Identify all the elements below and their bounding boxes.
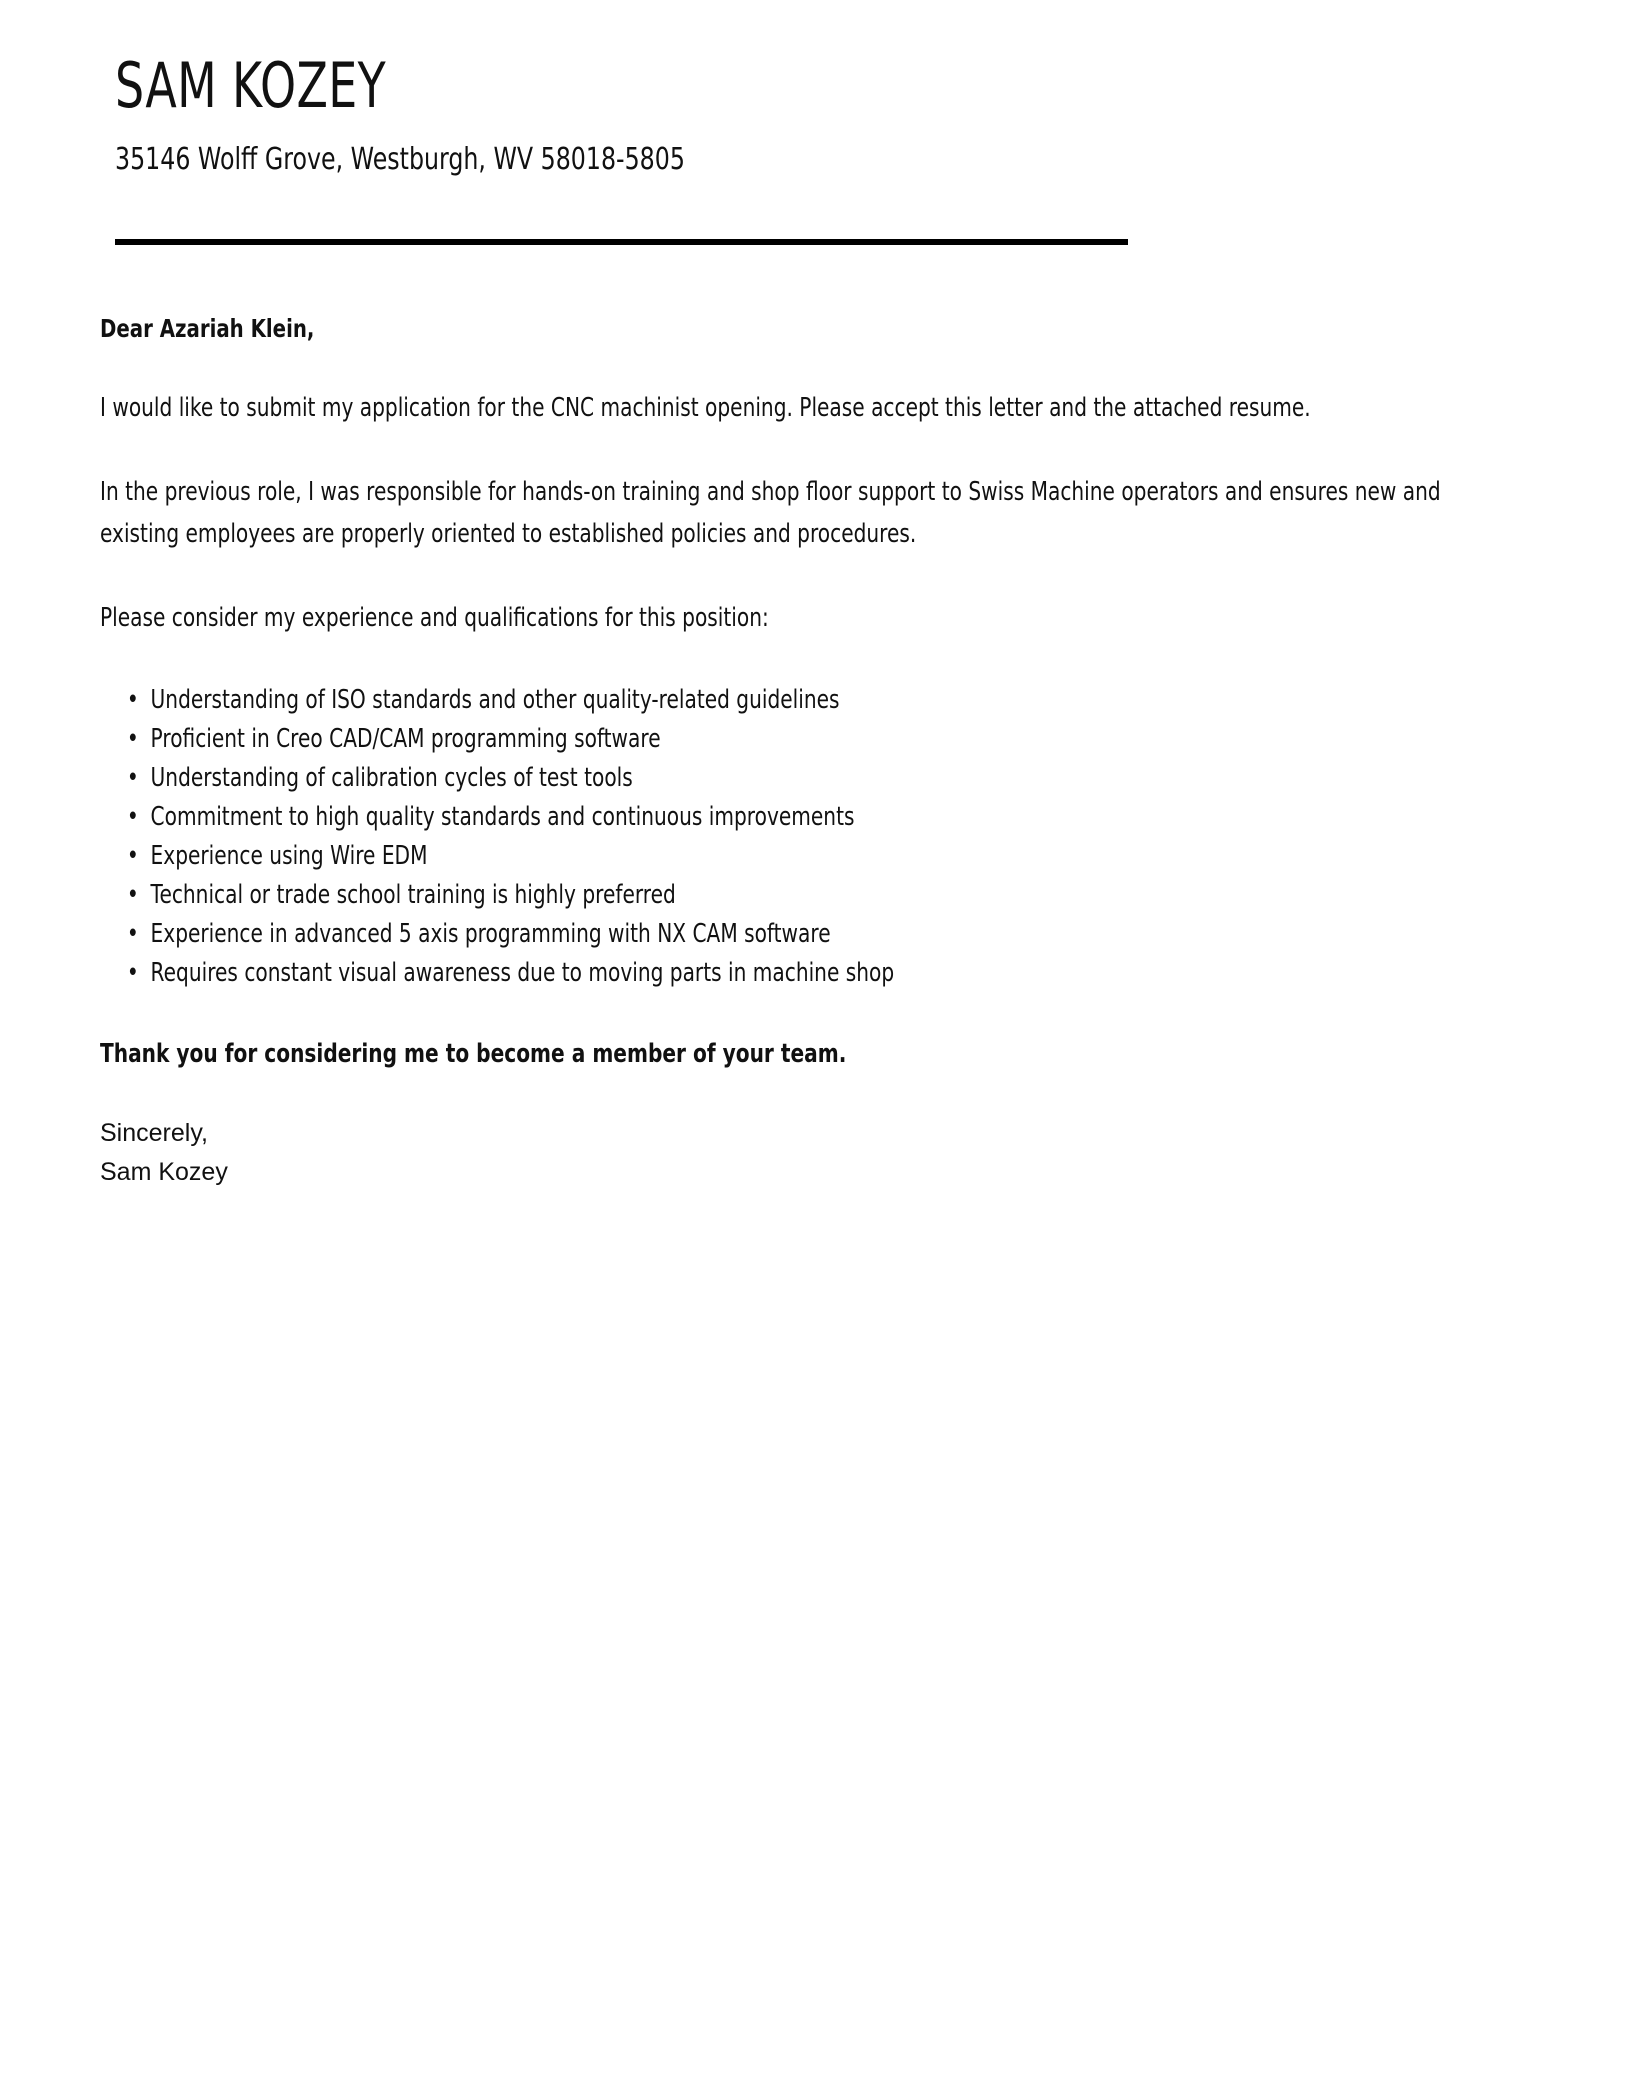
paragraph-intro: I would like to submit my application for the CNC machinist opening. Please accept this letter and the attached resume. (100, 393, 1311, 423)
bullet-icon: • (126, 841, 139, 871)
list-item-label: Technical or trade school training is highly preferred (150, 880, 676, 910)
bullet-icon: • (126, 958, 139, 988)
applicant-address: 35146 Wolff Grove, Westburgh, WV 58018-5805 (115, 142, 685, 177)
list-item (100, 876, 1514, 914)
list-item (100, 720, 1514, 758)
paragraph-qualifications-lead-in: Please consider my experience and qualifications for this position: (100, 603, 769, 633)
list-item-label: Proficient in Creo CAD/CAM programming software (150, 724, 661, 754)
letterhead (115, 49, 1515, 177)
list-item-label: Commitment to high quality standards and continuous improvements (150, 802, 855, 832)
signature-block (100, 1114, 1520, 1192)
list-item (100, 759, 1514, 797)
list-item-label: Experience in advanced 5 axis programming with NX CAM software (150, 919, 831, 949)
bullet-icon: • (126, 880, 139, 910)
bullet-icon: • (126, 802, 139, 832)
salutation: Dear Azariah Klein, (100, 314, 315, 343)
closing-statement: Thank you for considering me to become a member of your team. (100, 1039, 847, 1069)
bullet-icon: • (126, 724, 139, 754)
header-divider (115, 239, 1128, 245)
bullet-icon: • (126, 685, 139, 715)
sign-off: Sincerely, (100, 1118, 208, 1147)
list-item-label: Understanding of ISO standards and other quality-related guidelines (150, 685, 840, 715)
list-item (100, 798, 1514, 836)
list-item-label: Understanding of calibration cycles of test tools (150, 763, 633, 793)
signature-name: Sam Kozey (100, 1157, 228, 1186)
list-item (100, 954, 1514, 992)
list-item-label: Experience using Wire EDM (150, 841, 428, 871)
list-item-label: Requires constant visual awareness due to moving parts in machine shop (150, 958, 895, 988)
list-item (100, 681, 1514, 719)
letter-body (100, 316, 1520, 1192)
bullet-icon: • (126, 919, 139, 949)
list-item (100, 837, 1514, 875)
paragraph-experience: In the previous role, I was responsible for hands-on training and shop floor support to Swiss Machine operators and ensures new and existing employees are properly oriented to established policies and procedures. (100, 477, 1441, 549)
qualifications-list (100, 681, 1514, 992)
list-item (100, 915, 1514, 953)
applicant-name: SAM KOZEY (115, 49, 387, 122)
bullet-icon: • (126, 763, 139, 793)
